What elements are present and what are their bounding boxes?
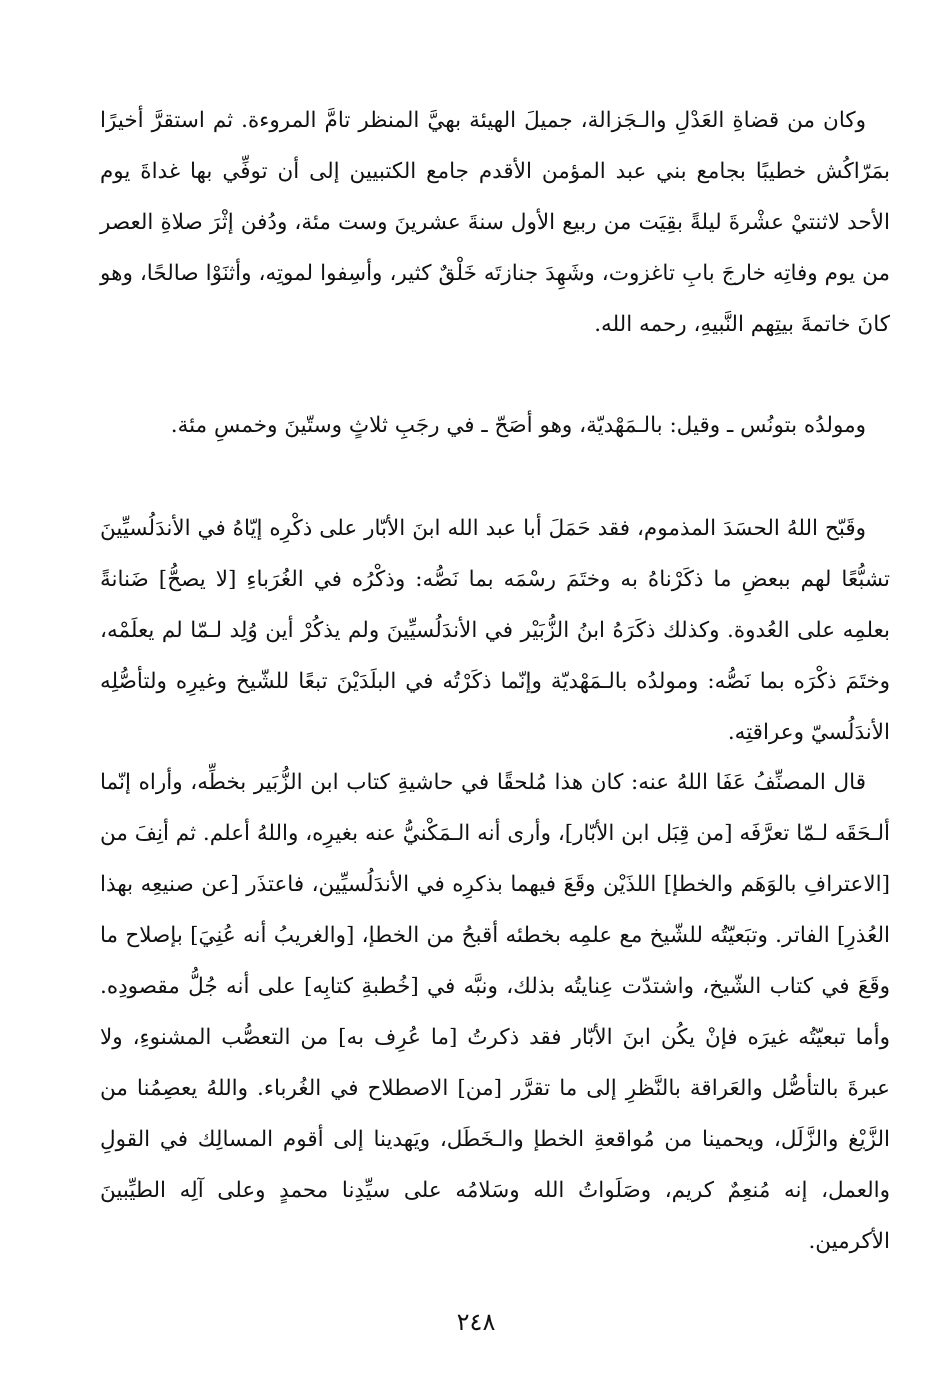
paragraph-text: ومولدُه بتونُس ـ وقيل: بالـمَهْديّة، وهو أصَحّ ـ في رجَبِ ثلاثٍ وستّينَ وخمسِ مئة. [170, 413, 866, 438]
paragraph-birth [100, 400, 890, 451]
paragraph-text: وكان من قضاةِ العَدْلِ والـجَزالة، جميلَ الهيئة بهيَّ المنظر تامَّ المروءة. ثم استقرَّ أخيرًا بمَرّاكُش خطيبًا بجامع بني عبد المؤمن الأقدم جامع الكتبيين إلى أن توفِّي بها غداةَ يوم الأحد لاثنتيْ عشْرةَ ليلةً بقِيَت من ربيع الأول سنةَ عشرينَ وست مئة، ودُفن إثْرَ صلاةِ العصر من يوم وفاتِه خارجَ بابِ تاغزوت، وشَهِدَ جنازتَه خَلْقٌ كثير، وأسِفوا لموتِه، وأثنَوْا صالحًا، وهو كانَ خاتمةَ بيتِهم النَّبيهِ، رحمه الله. [100, 108, 890, 337]
paragraph-author-note [100, 757, 890, 1267]
paragraph-ibn-al-abbar [100, 503, 890, 758]
paragraph-biography-end [100, 95, 890, 350]
page-number: ٢٤٨ [456, 1308, 496, 1336]
paragraph-text: قال المصنِّفُ عَفَا اللهُ عنه: كان هذا مُلحقًا في حاشيةِ كتاب ابن الزُّبَير بخطِّه، وأراه إنّما ألـحَقَه لـمّا تعرَّفَه [من قِبَل ابن الأبّار]، وأرى أنه الـمَكْنيُّ عنه بغيرِه، واللهُ أعلم. ثم أنِفَ من [الاعترافِ بالوَهَم والخطإ] اللذَيْن وقَعَ فيهما بذكرِه في الأندَلُسيِّين، فاعتذَر [عن صنيعِه بهذا العُذرِ] الفاتر. وتبَعيّتُه للشّيخ مع علمِه بخطئه أقبحُ من الخطإ، [والغريبُ أنه عُنِيَ] بإصلاح ما وقَعَ في كتاب الشّيخ، واشتدّت عِنايتُه بذلك، ونبَّه في [خُطبةِ كتابِه] على أنه جُلُّ مقصودِه. وأما تبعيّتُه غيرَه فإنْ يكُن ابنَ الأبّار فقد ذكرتُ [ما عُرِف به] من التعصُّب المشنوءِ، ولا عبرةَ بالتأصُّل والعَراقة بالنَّظرِ إلى ما تقرَّر [من] الاصطلاح في الغُرباء. واللهُ يعصِمُنا من الزَّيْغ والزَّلَل، ويحمينا من مُواقعةِ الخطإ والـخَطَل، ويَهدينا إلى أقوم المسالِك في القولِ والعمل، إنه مُنعِمٌ كريم، وصَلَواتُ الله وسَلامُه على سيِّدِنا محمدٍ وعلى آلِه الطيِّبينَ الأكرمين. [100, 770, 890, 1254]
paragraph-text: وقَبّح اللهُ الحسَدَ المذموم، فقد حَمَلَ أبا عبد الله ابنَ الأبّار على ذكْرِه إيّاهُ في الأندَلُسيِّينَ تشبُّعًا لهم ببعضِ ما ذكَرْناهُ به وختَمَ رسْمَه بما نَصُّه: وذكْرُه في الغُرَباءِ [لا يصحُّ] ضَنانةً بعلمِه على العُدوة. وكذلك ذكَرَهُ ابنُ الزُّبَيْر في الأندَلُسيِّينَ ولم يذكُرْ أين وُلِد لـمّا لم يعلَمْه، وختَمَ ذكْرَه بما نَصُّه: ومولدُه بالـمَهْديّة وإنّما ذكَرْتُه في البلَدَيْنَ تبعًا للشّيخ وغيرِه ولتأصُّلِه الأندَلُسيّ وعراقتِه. [100, 516, 890, 745]
